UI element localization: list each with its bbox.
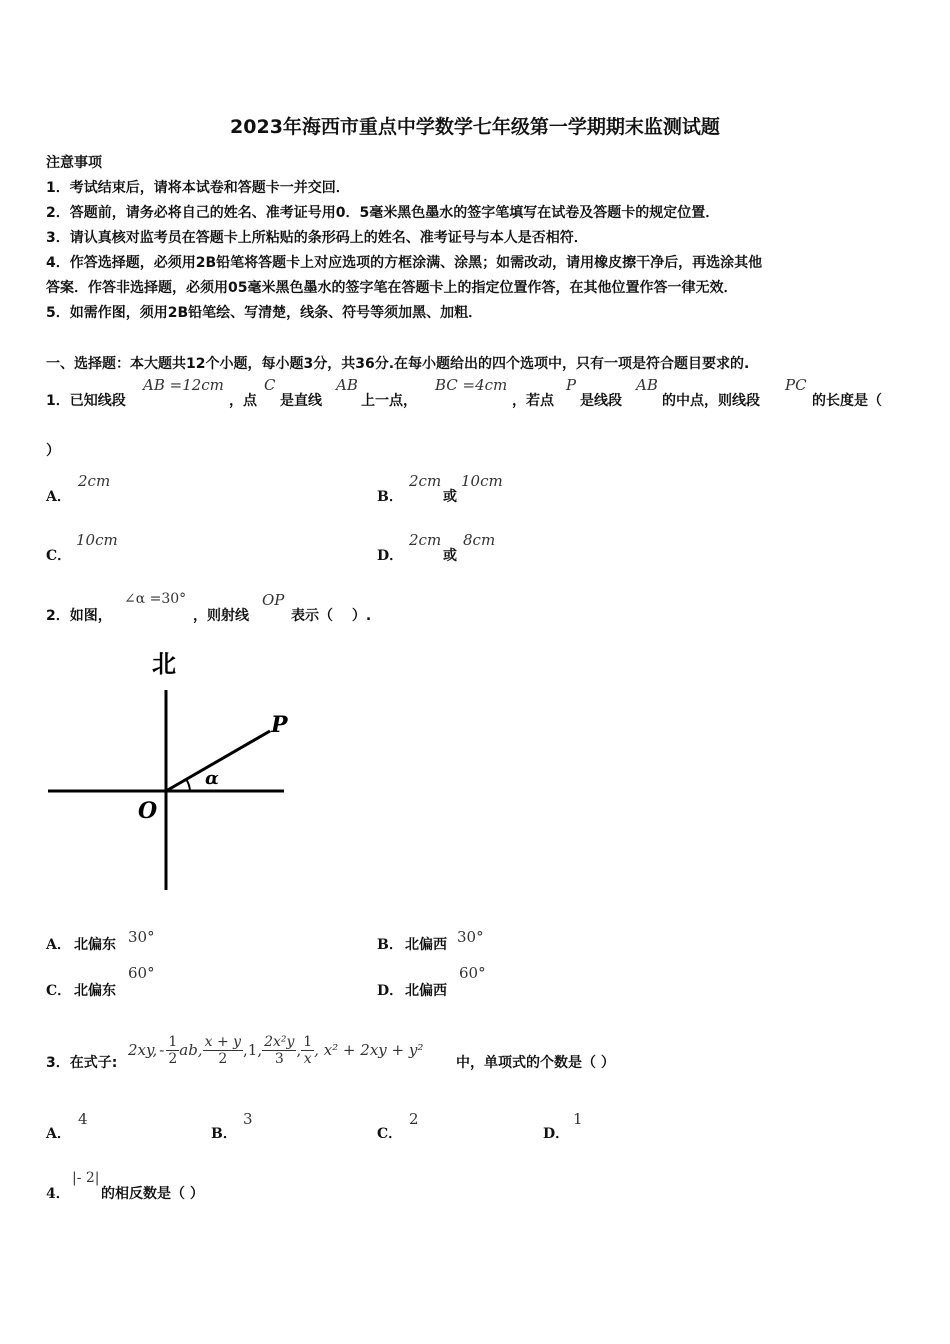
q1-math-pc: PC xyxy=(785,376,807,394)
q1-option-d-label: D． xyxy=(377,548,404,564)
q2-option-d-value: 60° xyxy=(459,964,486,982)
q3-expression xyxy=(128,1028,423,1072)
q3-fraction-2x2y-den: 3 xyxy=(274,1050,284,1067)
q3-fraction-2x2y xyxy=(262,1034,296,1067)
q2-text-1: 2．如图， xyxy=(46,608,112,624)
q1-text-3: 是直线 xyxy=(280,393,322,409)
q1-option-c-label: C． xyxy=(46,548,72,564)
q3-fraction-half-den: 2 xyxy=(168,1050,178,1067)
q3-fraction-xy xyxy=(203,1034,243,1067)
q1-math-ab: AB =12cm xyxy=(143,376,224,394)
q4-text-1: 4． xyxy=(46,1186,70,1202)
q1-math-ab2: AB xyxy=(336,376,358,394)
q3-fraction-xy-num: x + y xyxy=(204,1033,242,1050)
q1-option-b-or: 或 xyxy=(443,489,457,505)
alpha-label: α xyxy=(205,768,219,789)
q3-option-c-value: 2 xyxy=(409,1110,419,1128)
q2-option-a-text: 北偏东 xyxy=(74,937,116,953)
north-label: 北 xyxy=(152,650,176,678)
q3-term-square: , x² + 2xy + y² xyxy=(314,1041,424,1059)
notice-item: 3．请认真核对监考员在答题卡上所粘贴的条形码上的姓名、准考证号与本人是否相符． xyxy=(46,230,588,246)
q1-math-c: C xyxy=(264,376,276,394)
q3-option-a-label: A． xyxy=(46,1126,71,1142)
notice-heading: 注意事项 xyxy=(46,155,102,171)
q3-fraction-half-num: 1 xyxy=(168,1033,178,1050)
q1-text-5: ，若点 xyxy=(512,393,554,409)
q1-text-4: 上一点， xyxy=(361,393,417,409)
q2-option-c-text: 北偏东 xyxy=(74,983,116,999)
notice-item: 5．如需作图，须用2B铅笔绘、写清楚，线条、符号等须加黑、加粗． xyxy=(46,305,483,321)
q2-text-2: ，则射线 xyxy=(193,608,249,624)
notice-item: 答案．作答非选择题，必须用05毫米黑色墨水的签字笔在答题卡上的指定位置作答，在其他位置作答一律无效． xyxy=(46,280,738,296)
section-heading: 一、选择题：本大题共12个小题，每小题3分，共36分.在每小题给出的四个选项中，只有一项是符合题目要求的. xyxy=(46,356,750,372)
q3-text-2: 中，单项式的个数是（ ） xyxy=(456,1055,615,1071)
q1-math-ab3: AB xyxy=(636,376,658,394)
q3-fraction-1x-den: x xyxy=(303,1050,312,1067)
q2-option-c-label: C． xyxy=(46,983,72,999)
q3-fraction-1x-num: 1 xyxy=(303,1033,313,1050)
notice-item: 4．作答选择题，必须用2B铅笔将答题卡上对应选项的方框涂满、涂黑；如需改动，请用橡皮擦干净后，再选涂其他 xyxy=(46,255,763,271)
q2-option-a-label: A． xyxy=(46,937,71,953)
q1-option-b-value-1: 2cm xyxy=(409,472,442,490)
q1-math-p: P xyxy=(566,376,577,394)
q1-option-b-label: B． xyxy=(377,489,403,505)
q2-option-b-label: B． xyxy=(377,937,403,953)
notice-item: 1．考试结束后，请将本试卷和答题卡一并交回． xyxy=(46,180,350,196)
q1-text-9: ） xyxy=(46,443,60,459)
q3-option-b-label: B． xyxy=(211,1126,237,1142)
q2-figure xyxy=(40,640,300,900)
page-title: 2023年海西市重点中学数学七年级第一学期期末监测试题 xyxy=(230,116,720,138)
q1-option-a-label: A． xyxy=(46,489,71,505)
q2-option-a-value: 30° xyxy=(128,928,155,946)
q1-math-bc: BC =4cm xyxy=(435,376,508,394)
q1-option-d-or: 或 xyxy=(443,548,457,564)
q2-math-op: OP xyxy=(262,591,285,609)
q4-math-abs: |- 2| xyxy=(72,1170,100,1186)
point-p-label: P xyxy=(271,712,288,738)
q2-option-d-text: 北偏西 xyxy=(405,983,447,999)
q3-fraction-2x2y-num: 2x²y xyxy=(264,1033,295,1050)
q1-text-7: 的中点，则线段 xyxy=(662,393,760,409)
q3-text-1: 3．在式子: xyxy=(46,1055,118,1071)
q1-option-d-value-1: 2cm xyxy=(409,531,442,549)
q1-option-c-value: 10cm xyxy=(76,531,118,549)
q4-text-2: 的相反数是（ ） xyxy=(101,1186,204,1202)
q2-option-b-text: 北偏西 xyxy=(405,937,447,953)
q2-option-c-value: 60° xyxy=(128,964,155,982)
q3-option-d-label: D． xyxy=(543,1126,570,1142)
q3-fraction-1x xyxy=(301,1034,314,1067)
angle-arc xyxy=(186,779,190,791)
q2-text-3: 表示（ ）. xyxy=(291,608,372,624)
q2-option-d-label: D． xyxy=(377,983,404,999)
q3-option-c-label: C． xyxy=(377,1126,403,1142)
notice-item: 2．答题前，请务必将自己的姓名、准考证号用0．5毫米黑色墨水的签字笔填写在试卷及答题卡的规定位置． xyxy=(46,205,720,221)
origin-label: O xyxy=(138,798,158,824)
q1-option-a-value: 2cm xyxy=(78,472,111,490)
q3-option-b-value: 3 xyxy=(243,1110,253,1128)
q3-minus: - xyxy=(159,1041,165,1059)
q3-option-d-value: 1 xyxy=(573,1110,583,1128)
q3-option-a-value: 4 xyxy=(78,1110,88,1128)
q3-term-1: ,1, xyxy=(243,1041,263,1059)
q2-option-b-value: 30° xyxy=(457,928,484,946)
q1-text-8: 的长度是（ xyxy=(812,393,882,409)
q3-comma: , xyxy=(296,1041,302,1059)
q2-math-angle: ∠α =30° xyxy=(124,591,187,607)
q3-fraction-xy-den: 2 xyxy=(218,1050,228,1067)
q3-fraction-half xyxy=(166,1034,179,1067)
q1-option-d-value-2: 8cm xyxy=(463,531,496,549)
q1-text-6: 是线段 xyxy=(580,393,622,409)
q3-term-ab: ab, xyxy=(179,1041,203,1059)
q3-term-2xy: 2xy, xyxy=(128,1041,158,1059)
q1-text-1: 1．已知线段 xyxy=(46,393,126,409)
q1-option-b-value-2: 10cm xyxy=(461,472,503,490)
q1-text-2: ，点 xyxy=(229,393,257,409)
